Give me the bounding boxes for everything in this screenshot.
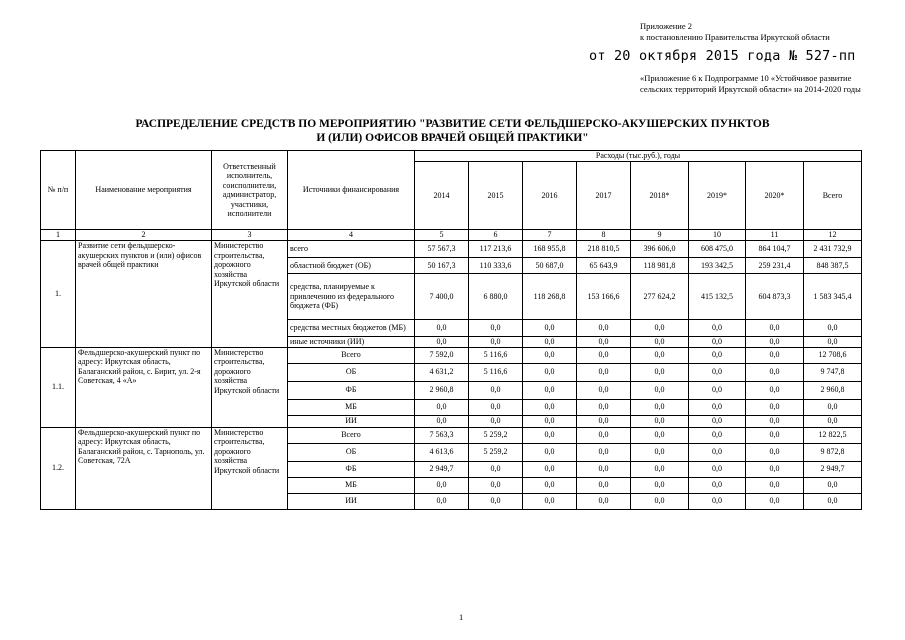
amount-value: 0,0 [577,337,631,348]
column-number: 7 [523,230,577,241]
amount-value: 0,0 [746,363,804,381]
amount-value: 0,0 [689,461,746,477]
total-value: 0,0 [804,399,862,415]
amount-value: 0,0 [631,337,689,348]
responsible-executor: Министерство строительства, дорожного хозяйства Иркутской области [212,241,288,348]
column-number: 8 [577,230,631,241]
amount-value: 0,0 [746,337,804,348]
amount-value: 65 643,9 [577,258,631,274]
amount-value: 0,0 [577,320,631,337]
amount-value: 5 259,2 [469,427,523,443]
row-number: 1.1. [41,347,76,427]
decree-date-number: от 20 октября 2015 года № 527-пп [589,48,856,64]
measure-name: Фельдшерско-акушерский пункт по адресу: Иркутская область, Балаганский район, с. Тарнополь, ул. Советская, 72А [76,427,212,509]
amount-value: 117 213,6 [469,241,523,258]
amount-value: 0,0 [577,493,631,509]
column-number: 6 [469,230,523,241]
responsible-executor: Министерство строительства, дорожного хозяйства Иркутской области [212,427,288,509]
amount-value: 0,0 [523,477,577,493]
amount-value: 0,0 [523,461,577,477]
total-value: 0,0 [804,320,862,337]
amount-value: 0,0 [746,443,804,461]
amount-value: 0,0 [689,477,746,493]
total-value: 12 708,6 [804,347,862,363]
amount-value: 2 960,8 [415,381,469,399]
amount-value: 0,0 [469,477,523,493]
amount-value: 0,0 [577,381,631,399]
amount-value: 0,0 [415,493,469,509]
header-year: 2016 [523,162,577,230]
funding-source: ФБ [288,381,415,399]
funding-source: областной бюджет (ОБ) [288,258,415,274]
column-number: 9 [631,230,689,241]
funding-source: ИИ [288,415,415,427]
amount-value: 0,0 [577,461,631,477]
header-name: Наименование мероприятия [76,151,212,230]
amount-value: 0,0 [631,320,689,337]
funding-source: средства местных бюджетов (МБ) [288,320,415,337]
header-year: 2020* [746,162,804,230]
amount-value: 2 949,7 [415,461,469,477]
amount-value: 6 880,0 [469,274,523,320]
title-line-1: РАСПРЕДЕЛЕНИЕ СРЕДСТВ ПО МЕРОПРИЯТИЮ "РАЗВИТИЕ СЕТИ ФЕЛЬДШЕРСКО-АКУШЕРСКИХ ПУНКТОВ [135,118,770,130]
total-value: 12 822,5 [804,427,862,443]
amount-value: 0,0 [689,320,746,337]
amount-value: 50 167,3 [415,258,469,274]
column-number: 4 [288,230,415,241]
appendix-label: Приложение 2 [640,21,692,31]
table-body [41,151,862,510]
funding-source: всего [288,241,415,258]
amount-value: 0,0 [415,399,469,415]
amount-value: 118 981,8 [631,258,689,274]
amount-value: 0,0 [631,493,689,509]
amount-value: 0,0 [689,381,746,399]
amount-value: 0,0 [631,381,689,399]
amount-value: 0,0 [631,461,689,477]
total-value: 1 583 345,4 [804,274,862,320]
amount-value: 50 687,0 [523,258,577,274]
document-title [100,117,805,145]
amount-value: 0,0 [631,415,689,427]
amount-value: 193 342,5 [689,258,746,274]
amount-value: 118 268,8 [523,274,577,320]
amount-value: 5 116,6 [469,363,523,381]
amount-value: 0,0 [631,363,689,381]
header-responsible: Ответственный исполнитель, соисполнители, администратор, участники, исполнители [212,151,288,230]
row-number: 1.2. [41,427,76,509]
amount-value: 0,0 [746,415,804,427]
header-year: 2014 [415,162,469,230]
amount-value: 0,0 [577,477,631,493]
column-number: 10 [689,230,746,241]
table-row [41,241,862,258]
column-number: 11 [746,230,804,241]
amount-value: 0,0 [415,337,469,348]
amount-value: 608 475,0 [689,241,746,258]
header-num: № п/п [41,151,76,230]
amount-value: 4 613,6 [415,443,469,461]
amount-value: 0,0 [746,347,804,363]
total-value: 0,0 [804,477,862,493]
amount-value: 0,0 [469,337,523,348]
column-number: 2 [76,230,212,241]
amount-value: 0,0 [689,363,746,381]
amount-value: 7 400,0 [415,274,469,320]
amount-value: 57 567,3 [415,241,469,258]
amount-value: 0,0 [689,415,746,427]
amount-value: 0,0 [523,363,577,381]
title-line-2: И (ИЛИ) ОФИСОВ ВРАЧЕЙ ОБЩЕЙ ПРАКТИКИ" [316,132,589,144]
funding-source: МБ [288,477,415,493]
amount-value: 864 104,7 [746,241,804,258]
funding-table [40,150,862,510]
amount-value: 0,0 [746,399,804,415]
amount-value: 0,0 [577,427,631,443]
amount-value: 218 810,5 [577,241,631,258]
amount-value: 7 563,3 [415,427,469,443]
amount-value: 0,0 [523,381,577,399]
amount-value: 0,0 [631,399,689,415]
header-total: Всего [804,162,862,230]
amount-value: 415 132,5 [689,274,746,320]
column-number: 5 [415,230,469,241]
amount-value: 0,0 [469,381,523,399]
funding-source: Всего [288,347,415,363]
amount-value: 0,0 [631,443,689,461]
amount-value: 0,0 [746,427,804,443]
amount-value: 0,0 [577,415,631,427]
total-value: 848 387,5 [804,258,862,274]
amount-value: 0,0 [469,493,523,509]
header-year: 2019* [689,162,746,230]
header-year: 2018* [631,162,689,230]
appendix-subtitle: «Приложение 6 к Подпрограмме 10 «Устойчивое развитие сельских территорий Иркутской области» на 2014-2020 годы [640,73,861,94]
amount-value: 4 631,2 [415,363,469,381]
amount-value: 0,0 [689,493,746,509]
funding-source: ИИ [288,493,415,509]
amount-value: 0,0 [415,320,469,337]
amount-value: 0,0 [689,427,746,443]
amount-value: 0,0 [523,443,577,461]
header-sources: Источники финансирования [288,151,415,230]
page-number: 1 [459,612,464,622]
amount-value: 0,0 [689,347,746,363]
row-number: 1. [41,241,76,348]
header-year: 2015 [469,162,523,230]
total-value: 9 872,8 [804,443,862,461]
total-value: 2 431 732,9 [804,241,862,258]
amount-value: 0,0 [689,337,746,348]
total-value: 9 747,8 [804,363,862,381]
amount-value: 0,0 [746,381,804,399]
amount-value: 0,0 [631,477,689,493]
header-year: 2017 [577,162,631,230]
amount-value: 0,0 [577,399,631,415]
amount-value: 0,0 [523,347,577,363]
funding-source: ОБ [288,443,415,461]
amount-value: 0,0 [746,477,804,493]
funding-source: иные источники (ИИ) [288,337,415,348]
amount-value: 277 624,2 [631,274,689,320]
measure-name: Развитие сети фельдшерско-акушерских пунктов и (или) офисов врачей общей практики [76,241,212,348]
amount-value: 0,0 [523,399,577,415]
amount-value: 5 259,2 [469,443,523,461]
amount-value: 604 873,3 [746,274,804,320]
total-value: 2 949,7 [804,461,862,477]
amount-value: 0,0 [415,477,469,493]
amount-value: 0,0 [689,443,746,461]
amount-value: 7 592,0 [415,347,469,363]
amount-value: 0,0 [523,320,577,337]
header-expenses: Расходы (тыс.руб.), годы [415,151,862,162]
amount-value: 0,0 [469,399,523,415]
column-number: 12 [804,230,862,241]
amount-value: 0,0 [523,415,577,427]
column-number-row [41,230,862,241]
amount-value: 5 116,6 [469,347,523,363]
column-number: 3 [212,230,288,241]
amount-value: 0,0 [746,320,804,337]
header-row-1 [41,151,862,162]
total-value: 0,0 [804,337,862,348]
amount-value: 0,0 [631,347,689,363]
amount-value: 0,0 [689,399,746,415]
total-value: 0,0 [804,493,862,509]
amount-value: 0,0 [746,493,804,509]
decree-reference: к постановлению Правительства Иркутской области [640,32,830,42]
amount-value: 0,0 [577,347,631,363]
amount-value: 0,0 [523,337,577,348]
column-number: 1 [41,230,76,241]
measure-name: Фельдшерско-акушерский пункт по адресу: Иркутская область, Балаганский район, с. Бирит, ул. 2-я Советская, 4 «А» [76,347,212,427]
amount-value: 0,0 [577,443,631,461]
funding-source: ОБ [288,363,415,381]
funding-source: ФБ [288,461,415,477]
table-row [41,347,862,363]
amount-value: 0,0 [523,493,577,509]
amount-value: 0,0 [469,415,523,427]
total-value: 2 960,8 [804,381,862,399]
funding-source: МБ [288,399,415,415]
amount-value: 110 333,6 [469,258,523,274]
funding-source: средства, планируемые к привлечению из федерального бюджета (ФБ) [288,274,415,320]
amount-value: 0,0 [746,461,804,477]
amount-value: 0,0 [631,427,689,443]
amount-value: 0,0 [577,363,631,381]
total-value: 0,0 [804,415,862,427]
amount-value: 168 955,8 [523,241,577,258]
amount-value: 0,0 [523,427,577,443]
amount-value: 0,0 [469,320,523,337]
amount-value: 259 231,4 [746,258,804,274]
table-row [41,427,862,443]
amount-value: 396 606,0 [631,241,689,258]
funding-source: Всего [288,427,415,443]
responsible-executor: Министерство строительства, дорожного хозяйства Иркутской области [212,347,288,427]
amount-value: 0,0 [469,461,523,477]
amount-value: 0,0 [415,415,469,427]
amount-value: 153 166,6 [577,274,631,320]
